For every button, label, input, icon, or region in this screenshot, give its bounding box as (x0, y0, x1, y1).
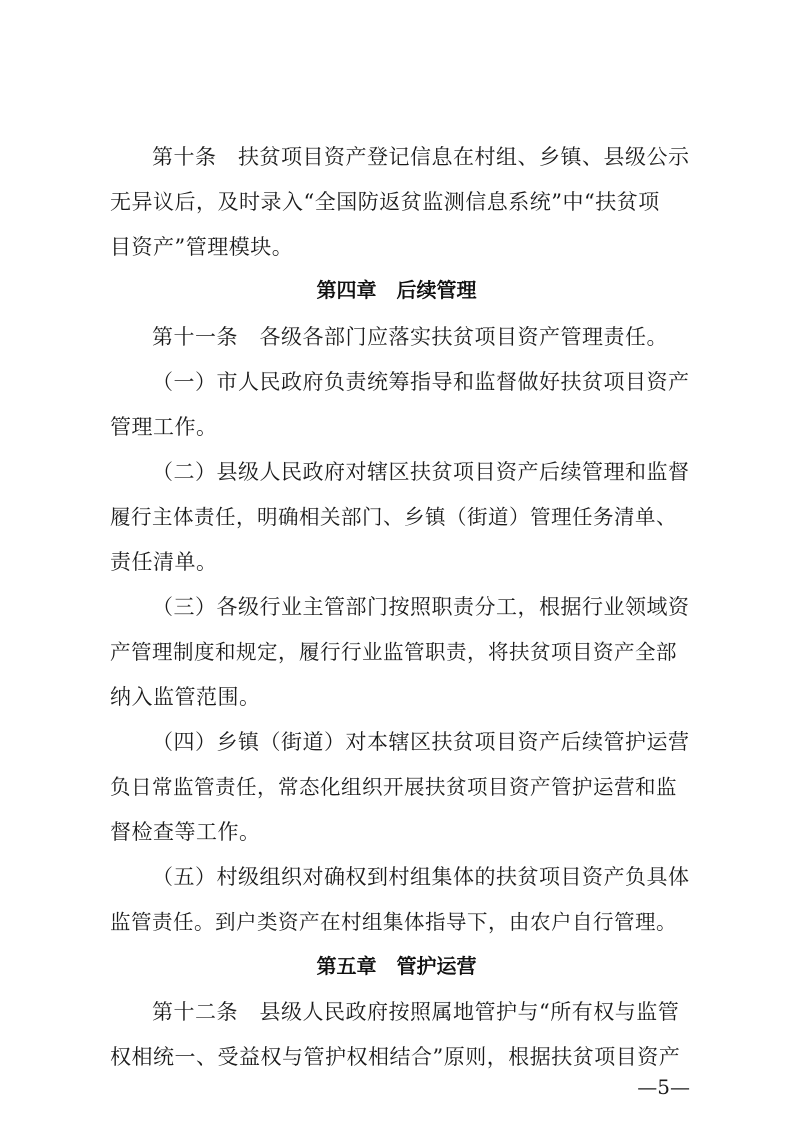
item-2-line-3: 责任清单。 (110, 550, 218, 574)
item-3-line-2: 产管理制度和规定，履行行业监管职责，将扶贫项目资产全部 (110, 640, 677, 664)
item-3-line-1: （三）各级行业主管部门按照职责分工，根据行业领域资 (152, 595, 690, 619)
article-10-line-1: 第十条 扶贫项目资产登记信息在村组、乡镇、县级公示 (152, 145, 690, 169)
item-1-line-1: （一）市人民政府负责统筹指导和监督做好扶贫项目资产 (152, 370, 690, 394)
page-number: —5— (637, 1075, 690, 1099)
item-2-line-2: 履行主体责任，明确相关部门、乡镇（街道）管理任务清单、 (110, 505, 677, 529)
article-12-line-2: 权相统一、受益权与管护权相结合”原则，根据扶贫项目资产 (110, 1045, 681, 1069)
item-3-line-3: 纳入监管范围。 (110, 685, 261, 709)
chapter-5-heading: 第五章 管护运营 (316, 954, 477, 978)
item-4-line-3: 督检查等工作。 (110, 820, 261, 844)
article-10-line-2: 无异议后，及时录入“全国防返贫监测信息系统”中“扶贫项 (110, 190, 660, 214)
item-4-line-1: （四）乡镇（街道）对本辖区扶贫项目资产后续管护运营 (152, 730, 690, 754)
article-10-line-3: 目资产”管理模块。 (110, 235, 294, 259)
item-1-line-2: 管理工作。 (110, 415, 218, 439)
item-2-line-1: （二）县级人民政府对辖区扶贫项目资产后续管理和监督 (152, 460, 690, 484)
article-12-line-1: 第十二条 县级人民政府按照属地管护与“所有权与监管 (152, 1000, 680, 1024)
article-11-line-1: 第十一条 各级各部门应落实扶贫项目资产管理责任。 (152, 325, 668, 349)
item-5-line-2: 监管责任。到户类资产在村组集体指导下，由农户自行管理。 (110, 910, 677, 934)
item-5-line-1: （五）村级组织对确权到村组集体的扶贫项目资产负具体 (152, 865, 690, 889)
chapter-4-heading: 第四章 后续管理 (316, 278, 477, 302)
item-4-line-2: 负日常监管责任，常态化组织开展扶贫项目资产管护运营和监 (110, 775, 677, 799)
